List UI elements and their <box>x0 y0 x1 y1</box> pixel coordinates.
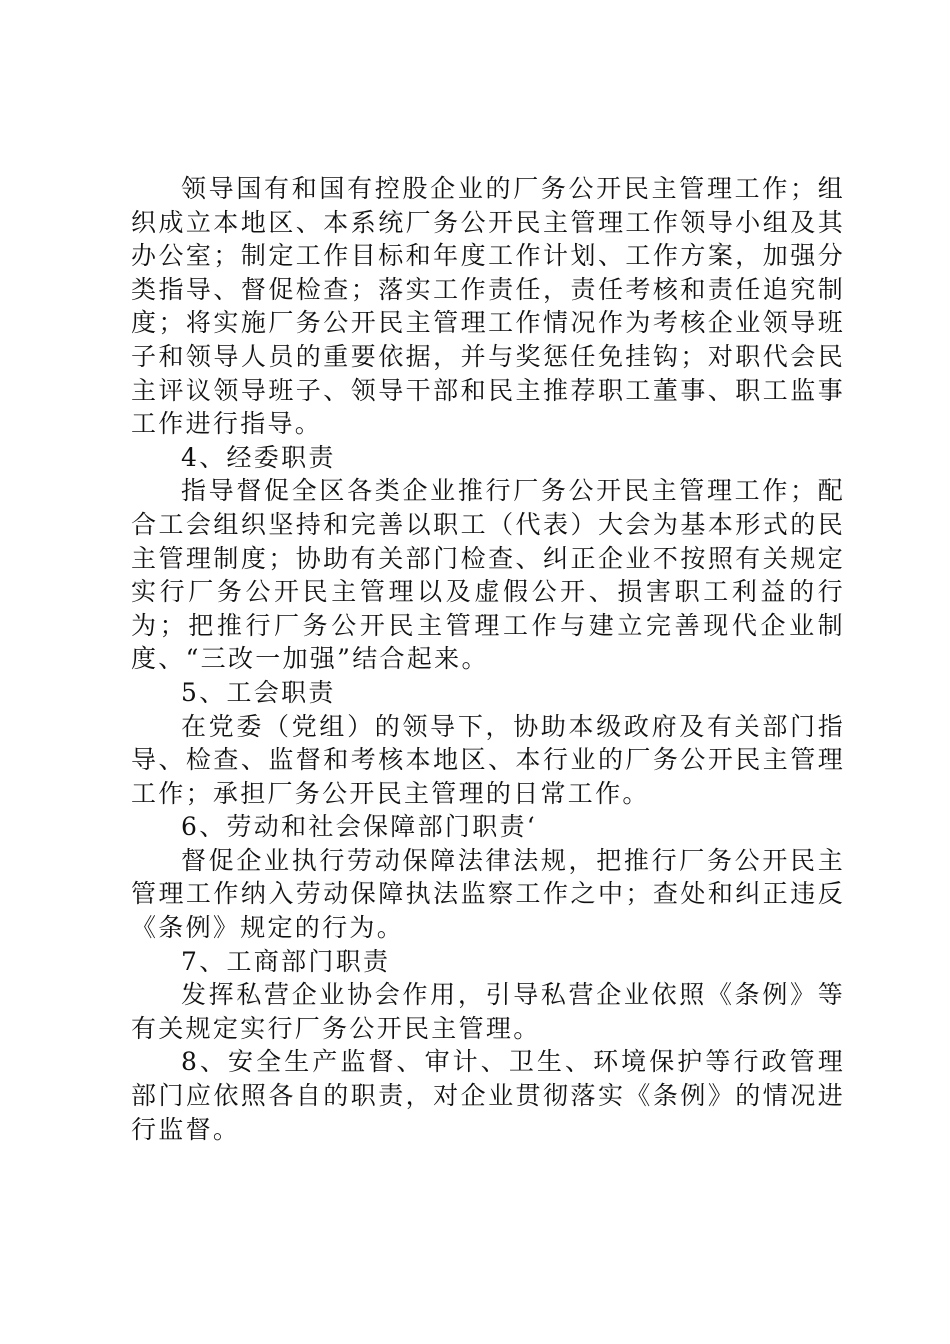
heading-labor-social-security: 6、劳动和社会保障部门职责‘ <box>181 812 538 842</box>
paragraph-industry-commerce-duties: 发挥私营企业协会作用，引导私营企业依照《条例》等有关规定实行厂务公开民主管理。 <box>131 980 845 1043</box>
heading-economic-commission: 4、经委职责 <box>181 442 336 472</box>
paragraph-trade-union-duties: 在党委（党组）的领导下，协助本级政府及有关部门指导、检查、监督和考核本地区、本行业的厂务公开民主管理工作；承担厂务公开民主管理的日常工作。 <box>131 711 845 808</box>
paragraph-economic-commission-duties: 指导督促全区各类企业推行厂务公开民主管理工作；配合工会组织坚持和完善以职工（代表）大会为基本形式的民主管理制度；协助有关部门检查、纠正企业不按照有关规定实行厂务公开民主管理以及虚假公开、损害职工利益的行为；把推行厂务公开民主管理工作与建立完善现代企业制度、“三改一加强”结合起来。 <box>131 476 845 674</box>
document-body <box>131 172 845 1146</box>
heading-industry-commerce: 7、工商部门职责 <box>181 946 391 976</box>
paragraph-leadership-duties: 领导国有和国有控股企业的厂务公开民主管理工作；组织成立本地区、本系统厂务公开民主管理工作领导小组及其办公室；制定工作目标和年度工作计划、工作方案，加强分类指导、督促检查；落实工作责任，责任考核和责任追究制度；将实施厂务公开民主管理工作情况作为考核企业领导班子和领导人员的重要依据，并与奖惩任免挂钩；对职代会民主评议领导班子、领导干部和民主推荐职工董事、职工监事工作进行指导。 <box>131 174 845 439</box>
heading-trade-union: 5、工会职责 <box>181 677 336 707</box>
paragraph-other-departments: 8、安全生产监督、审计、卫生、环境保护等行政管理部门应依照各自的职责，对企业贯彻落实《条例》的情况进行监督。 <box>131 1047 845 1144</box>
paragraph-labor-social-security-duties: 督促企业执行劳动保障法律法规，把推行厂务公开民主管理工作纳入劳动保障执法监察工作之中；查处和纠正违反《条例》规定的行为。 <box>131 845 845 943</box>
